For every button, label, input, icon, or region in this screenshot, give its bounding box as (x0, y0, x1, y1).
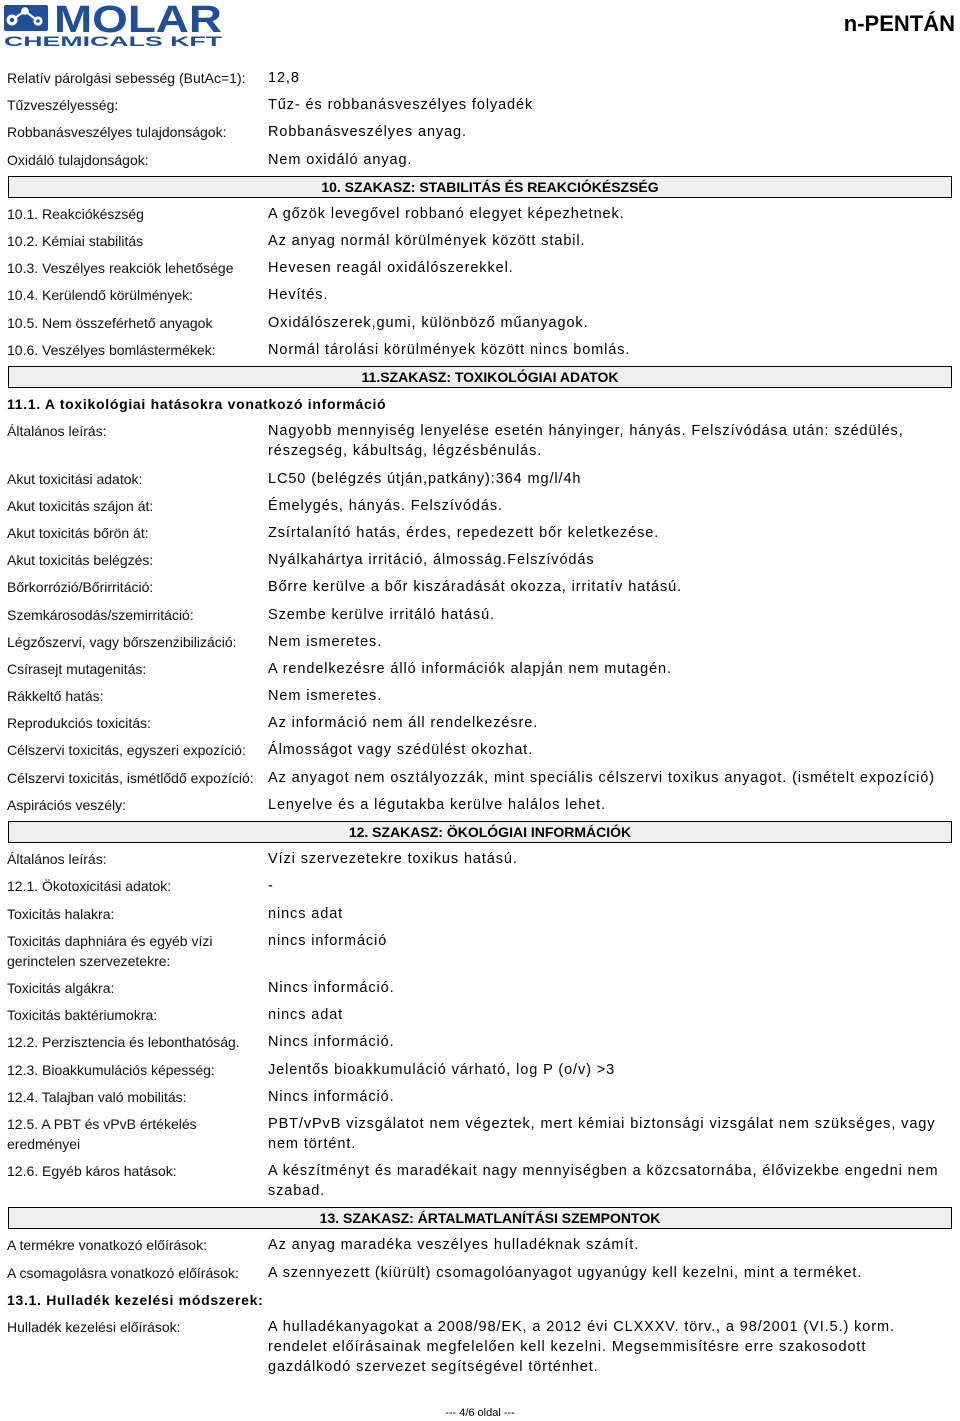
field-row (0, 710, 960, 737)
molar-logo-icon (4, 5, 48, 31)
field-row (0, 1083, 960, 1110)
field-row (0, 846, 960, 873)
field-value: nincs adat (268, 1007, 344, 1024)
field-label: Toxicitás halakra: (7, 905, 115, 922)
company-logo (0, 0, 230, 50)
field-row (0, 927, 960, 974)
field-label: Rákkeltő hatás: (7, 688, 104, 705)
field-label: Reprodukciós toxicitás: (7, 715, 151, 732)
field-value: Az információ nem áll rendelkezésre. (268, 715, 539, 732)
field-label: 10.5. Nem összeférhető anyagok (7, 314, 213, 331)
field-label: 10.1. Reakciókészség (7, 205, 144, 222)
field-value: Nem ismeretes. (268, 688, 383, 705)
field-row (0, 1056, 960, 1083)
field-row (0, 282, 960, 309)
field-value: Hevítés. (268, 287, 329, 304)
field-value: Szembe kerülve irritáló hatású. (268, 606, 495, 623)
field-value (268, 1161, 956, 1201)
field-value: Oxidálószerek,gumi, különböző műanyagok. (268, 314, 589, 331)
field-value: Lenyelve és a légutakba kerülve halálos lehet. (268, 796, 607, 813)
field-label: Légzőszervi, vagy bőrszenzibilizáció: (7, 633, 237, 650)
field-label: Akut toxicitás belégzés: (7, 552, 154, 569)
field-label: Toxicitás baktériumokra: (7, 1007, 158, 1024)
field-row (0, 336, 960, 363)
field-value: Álmosságot vagy szédülést okozhat. (268, 742, 534, 759)
field-value: Az anyag maradéka veszélyes hulladéknak számít. (268, 1237, 640, 1254)
label-line: gerinctelen szervezetekre: (7, 952, 171, 969)
field-row (0, 465, 960, 492)
field-value (268, 421, 956, 461)
section-title: 10. SZAKASZ: STABILITÁS ÉS REAKCIÓKÉSZSÉG (8, 176, 952, 198)
property-value: Tűz- és robbanásveszélyes folyadék (268, 97, 534, 114)
field-row (0, 1259, 960, 1286)
field-label: Célszervi toxicitás, egyszeri expozíció: (7, 742, 246, 759)
section-title: 12. SZAKASZ: ÖKOLÓGIAI INFORMÁCIÓK (8, 821, 952, 843)
field-value: Az anyagot nem osztályozzák, mint speciális célszervi toxikus anyagot. (ismételt expozíció) (268, 769, 935, 786)
field-value: A rendelkezésre álló információk alapján nem mutagén. (268, 660, 672, 677)
field-value: Émelygés, hányás. Felszívódás. (268, 497, 503, 514)
field-label: Célszervi toxicitás, ismétlődő expozíció: (7, 769, 254, 786)
field-row (0, 309, 960, 336)
field-value: Vízi szervezetekre toxikus hatású. (268, 851, 518, 868)
field-row (0, 547, 960, 574)
field-value: - (268, 878, 274, 895)
field-row (0, 628, 960, 655)
value-line: szabad. (268, 1183, 326, 1200)
field-label: 10.4. Kerülendő körülmények: (7, 287, 193, 304)
field-value: nincs információ (268, 932, 388, 949)
label-line: eredményei (7, 1135, 81, 1152)
field-value: Nincs információ. (268, 979, 395, 996)
value-line: Nagyobb mennyiség lenyelése esetén hányinger, hányás. Felszívódása után: szédülés, (268, 423, 904, 440)
property-label: Robbanásveszélyes tulajdonságok: (7, 124, 227, 141)
value-line: gazdálkodó szervezet segítségével történhet. (268, 1359, 599, 1376)
field-row (0, 228, 960, 255)
field-row (0, 900, 960, 927)
field-row (0, 200, 960, 227)
field-label: Aspirációs veszély: (7, 796, 127, 813)
property-row (0, 92, 960, 119)
field-label: Szemkárosodás/szemirritáció: (7, 606, 194, 623)
product-name: n-PENTÁN (843, 11, 955, 36)
field-label: 12.4. Talajban való mobilitás: (7, 1088, 187, 1105)
label-line: 12.5. A PBT és vPvB értékelés (7, 1115, 197, 1132)
field-value (268, 1114, 956, 1154)
value-line: A készítményt és maradékait nagy mennyiségben a közcsatornába, élővizekbe engedni nem (268, 1163, 939, 1180)
field-label: 12.3. Bioakkumulációs képesség: (7, 1061, 215, 1078)
field-row (0, 1002, 960, 1029)
value-line: A hulladékanyagokat a 2008/98/EK, a 2012 évi CLXXXV. törv., a 98/2001 (VI.5.) korm. (268, 1319, 895, 1336)
field-row (0, 601, 960, 628)
subsection-heading: 13.1. Hulladék kezelési módszerek: (7, 1291, 264, 1308)
field-row (0, 873, 960, 900)
field-value: Hevesen reagál oxidálószerekkel. (268, 260, 514, 277)
field-value: Az anyag normál körülmények között stabil. (268, 233, 586, 250)
field-label: 10.6. Veszélyes bomlástermékek: (7, 341, 216, 358)
field-value: A szennyezett (kiürült) csomagolóanyagot ugyanúgy kell kezelni, mint a terméket. (268, 1264, 863, 1281)
sds-content (0, 64, 960, 1380)
field-label: 12.1. Ökotoxicitási adatok: (7, 878, 172, 895)
property-label: Relatív párolgási sebesség (ButAc=1): (7, 69, 246, 86)
value-line: nem történt. (268, 1135, 357, 1152)
field-row (0, 974, 960, 1001)
field-label: Általános leírás: (7, 423, 107, 440)
section-title: 13. SZAKASZ: ÁRTALMATLANÍTÁSI SZEMPONTOK (8, 1207, 952, 1229)
field-label: Hulladék kezelési előírások: (7, 1319, 181, 1336)
field-label: Toxicitás algákra: (7, 979, 115, 996)
field-value: Bőrre kerülve a bőr kiszáradását okozza, irritatív hatású. (268, 579, 683, 596)
field-row (0, 1110, 960, 1157)
subsection-heading: 11.1. A toxikológiai hatásokra vonatkozó információ (7, 396, 387, 413)
field-value: Nincs információ. (268, 1088, 395, 1105)
property-label: Oxidáló tulajdonságok: (7, 151, 149, 168)
field-label: A csomagolásra vonatkozó előírások: (7, 1264, 239, 1281)
field-value: Nem ismeretes. (268, 633, 383, 650)
field-row (0, 492, 960, 519)
field-row (0, 255, 960, 282)
field-value (268, 1317, 956, 1377)
property-value: Nem oxidáló anyag. (268, 151, 413, 168)
field-value: nincs adat (268, 905, 344, 922)
field-label: 12.2. Perzisztencia és lebonthatóság. (7, 1034, 240, 1051)
field-value: Jelentős bioakkumuláció várható, log P (o/v) >3 (268, 1061, 616, 1078)
field-row (0, 764, 960, 791)
section-11-header (0, 363, 960, 390)
field-label: A termékre vonatkozó előírások: (7, 1237, 207, 1254)
field-label: Általános leírás: (7, 851, 107, 868)
field-label: Csírasejt mutagenitás: (7, 660, 147, 677)
field-label: Akut toxicitási adatok: (7, 470, 143, 487)
logo-wordmark: MOLAR (54, 0, 222, 41)
section-13-header (0, 1205, 960, 1232)
logo-subtitle: CHEMICALS KFT (4, 33, 223, 49)
field-value: LC50 (belégzés útján,patkány):364 mg/l/4h (268, 470, 582, 487)
field-label: 10.3. Veszélyes reakciók lehetősége (7, 260, 234, 277)
field-value: A gőzök levegővel robbanó elegyet képezhetnek. (268, 205, 625, 222)
field-row (0, 418, 960, 465)
field-value: Nyálkahártya irritáció, álmosság.Felszívódás (268, 552, 595, 569)
field-row (0, 683, 960, 710)
field-row (0, 1158, 960, 1205)
field-row (0, 655, 960, 682)
label-line: Toxicitás daphniára és egyéb vízi (7, 932, 213, 949)
value-line: rendelet előírásainak megfelelően kell kezelni. Megsemmisítésre erre szakosodott (268, 1339, 867, 1356)
field-value: Nincs információ. (268, 1034, 395, 1051)
page-number: --- 4/6 oldal --- (445, 1407, 515, 1419)
field-row (0, 1232, 960, 1259)
field-label (7, 1114, 268, 1154)
field-label: Bőrkorrózió/Bőrirritáció: (7, 579, 154, 596)
field-label: Akut toxicitás bőrön át: (7, 524, 149, 541)
field-row (0, 574, 960, 601)
field-label: 12.6. Egyéb káros hatások: (7, 1163, 177, 1180)
field-row (0, 1313, 960, 1380)
value-line: részegség, kábultság, légzésbénulás. (268, 443, 543, 460)
field-value: Normál tárolási körülmények között nincs bomlás. (268, 341, 631, 358)
field-row (0, 1029, 960, 1056)
field-row (0, 519, 960, 546)
section-10-header (0, 173, 960, 200)
field-label (7, 931, 268, 971)
field-value: Zsírtalanító hatás, érdes, repedezett bőr keletkezése. (268, 524, 660, 541)
field-row (0, 791, 960, 818)
property-value: 12,8 (268, 69, 300, 86)
field-label: 10.2. Kémiai stabilitás (7, 233, 144, 250)
value-line: PBT/vPvB vizsgálatot nem végeztek, mert kémiai biztonsági vizsgálat nem szükséges, vagy (268, 1115, 936, 1132)
property-row (0, 64, 960, 91)
property-label: Tűzveszélyesség: (7, 97, 119, 114)
field-row (0, 737, 960, 764)
section-title: 11.SZAKASZ: TOXIKOLÓGIAI ADATOK (8, 366, 952, 388)
property-row (0, 119, 960, 146)
property-row (0, 146, 960, 173)
property-value: Robbanásveszélyes anyag. (268, 124, 467, 141)
field-label: Akut toxicitás szájon át: (7, 497, 154, 514)
section-12-header (0, 818, 960, 845)
